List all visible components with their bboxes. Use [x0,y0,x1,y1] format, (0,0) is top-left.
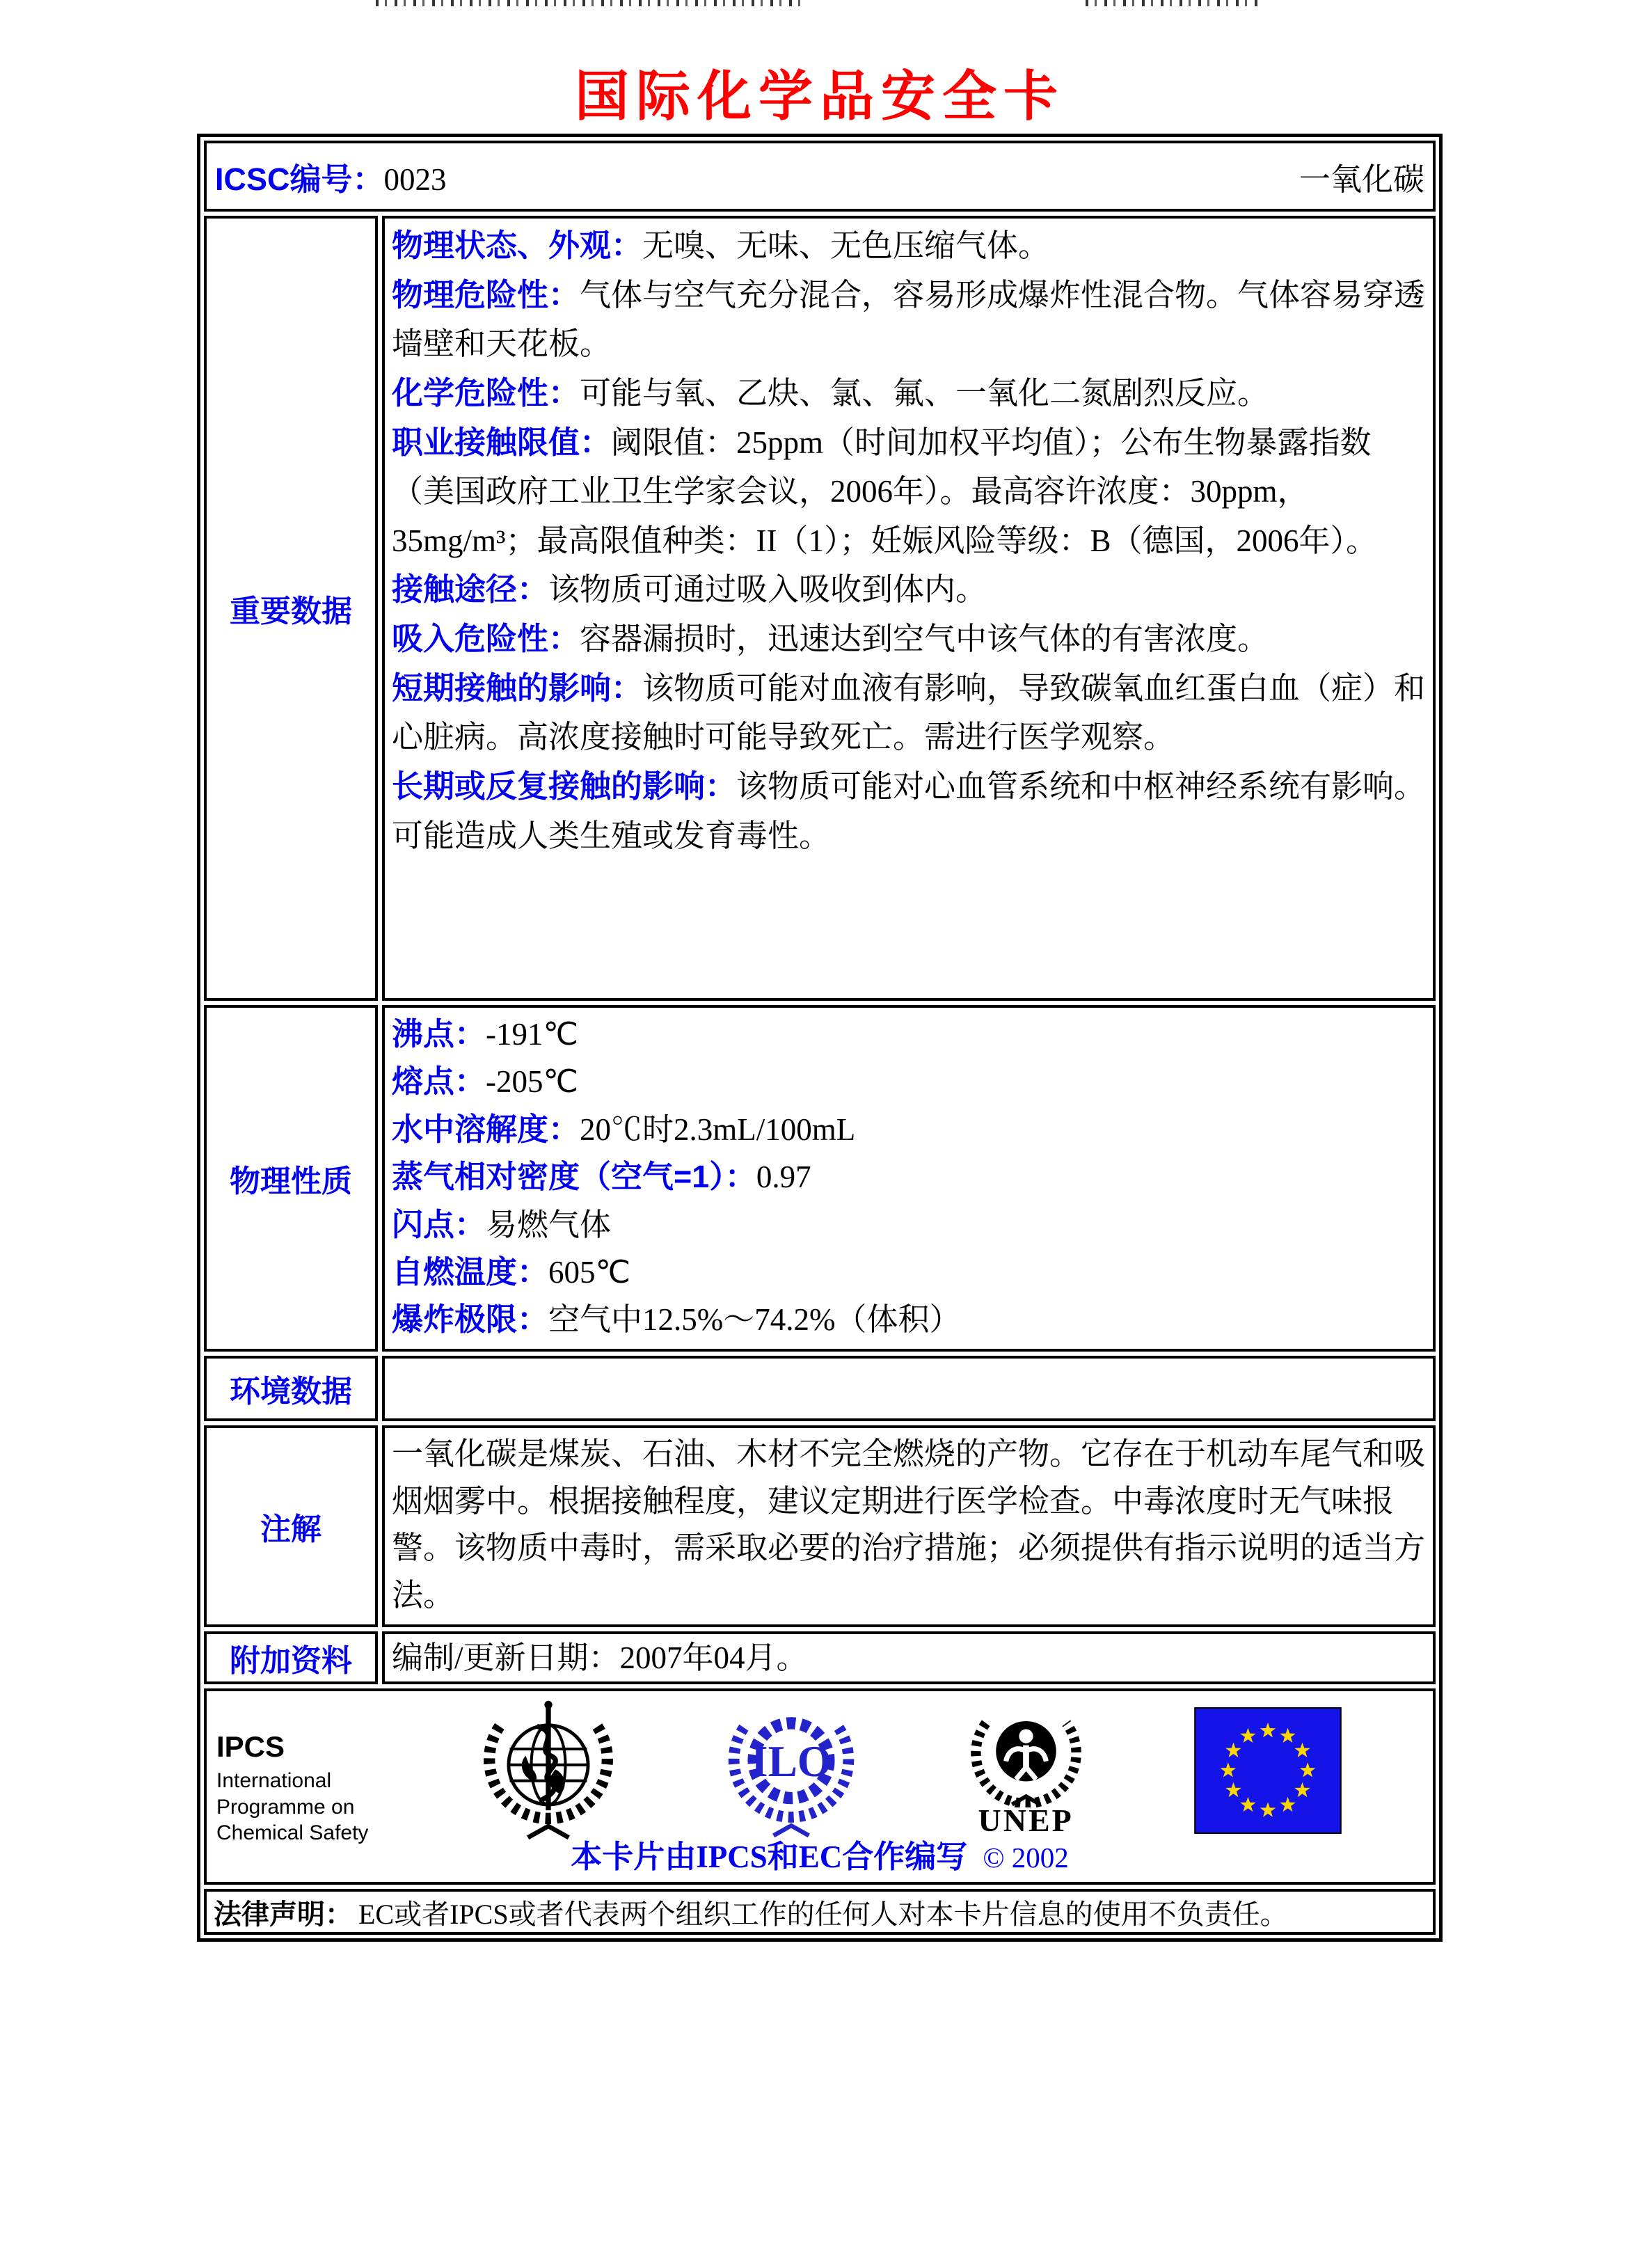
clipped-text-remnant-left [376,0,800,6]
physical-item-5 [392,1249,1426,1296]
item-text: -205℃ [486,1064,579,1100]
notes-content: 一氧化碳是煤炭、石油、木材不完全燃烧的产物。它存在于机动车尾气和吸烟烟雾中。根据接触程度，建议定期进行医学检查。中毒浓度时无气味报警。该物质中毒时，需采取必要的治疗措施；必须提供有指示说明的适当方法。 [382,1425,1436,1627]
environmental-data-content [382,1356,1436,1421]
important-item-3 [392,418,1426,566]
credit-line [207,1831,1433,1876]
item-text: 该物质可能对血液有影响，导致碳氧血红蛋白血（症）和心脏病。高浓度接触时可能导致死亡。需进行医学观察。 [392,670,1426,755]
chemical-name: 一氧化碳 [1298,161,1424,197]
ipcs-acronym: IPCS [216,1730,285,1763]
physical-item-2 [392,1106,1426,1153]
item-text: 空气中12.5%～74.2%（体积） [548,1302,961,1338]
logos-cell [204,1688,1436,1885]
important-item-7 [392,762,1426,860]
item-text: 容器漏损时，迅速达到空气中该气体的有害浓度。 [580,622,1269,657]
important-item-1 [392,271,1426,369]
unep-label: UNEP [978,1802,1074,1838]
safety-card-table [197,134,1443,1942]
ilo-logo-icon [725,1697,857,1844]
logo-strip [425,1697,1423,1844]
unep-logo-block [965,1703,1087,1839]
item-label: 物理状态、外观： [392,228,643,263]
item-label: 物理危险性： [392,276,580,312]
item-label: 水中溶解度： [392,1111,580,1147]
legal-row [204,1889,1436,1935]
important-data-section-label: 重要数据 [204,216,378,1001]
item-label: 长期或反复接触的影响： [392,768,737,805]
legal-label: 法律声明： [214,1899,353,1930]
item-label: 熔点： [392,1063,486,1100]
physical-item-3 [392,1153,1426,1201]
item-text: -191℃ [486,1017,579,1052]
additional-info-section-label: 附加资料 [204,1631,378,1684]
item-label: 闪点： [392,1206,486,1242]
item-text: 气体与空气充分混合，容易形成爆炸性混合物。气体容易穿透墙壁和天花板。 [392,277,1426,362]
icsc-number-value: 0023 [383,161,447,197]
icsc-number-cell [204,141,1436,212]
item-label: 化学危险性： [392,374,580,411]
item-text: 605℃ [548,1254,631,1290]
additional-info-row [204,1631,1436,1684]
item-text: 阈限值：25ppm（时间加权平均值）；公布生物暴露指数（美国政府工业卫生学家会议，2006年）。最高容许浓度：30ppm，35mg/m³；最高限值种类：II（1）；妊娠风险等级：B（德国，2006年）。 [392,425,1377,558]
ipcs-line-3: Chemical Safety [216,1821,369,1844]
physical-item-6 [392,1296,1426,1343]
who-logo-icon [479,1697,618,1844]
environmental-data-row [204,1356,1436,1421]
important-data-content [382,216,1436,1001]
icsc-number-group [215,154,447,199]
item-text: 可能与氧、乙炔、氯、氟、一氧化二氮剧烈反应。 [580,375,1269,411]
copyright-text: © 2002 [983,1842,1069,1874]
physical-properties-section-label: 物理性质 [204,1005,378,1352]
ilo-letters: ILO [751,1736,832,1786]
page-title: 国际化学品安全卡 [574,66,1065,127]
physical-properties-content [382,1005,1436,1352]
item-text: 易燃气体 [486,1207,612,1242]
important-item-2 [392,369,1426,418]
ipcs-text-block [216,1697,425,1846]
important-item-0 [392,221,1426,271]
important-data-row [204,216,1436,1001]
important-item-5 [392,615,1426,664]
eu-flag-icon [1194,1707,1342,1834]
icsc-number-label: ICSC编号： [215,161,384,197]
item-text: 20℃时2.3mL/100mL [580,1111,856,1147]
icsc-number-row [204,141,1436,212]
item-text: 无嗅、无味、无色压缩气体。 [642,228,1050,263]
item-label: 沸点： [392,1016,486,1052]
item-label: 自燃温度： [392,1253,549,1290]
ipcs-line-2: Programme on [216,1795,355,1819]
unep-logo-icon [965,1703,1087,1807]
logos-row [204,1688,1436,1885]
clipped-text-remnant-right [1086,0,1260,6]
legal-text: EC或者IPCS或者代表两个组织工作的任何人对本卡片信息的使用不负责任。 [358,1898,1288,1930]
environmental-data-section-label: 环境数据 [204,1356,378,1421]
physical-item-0 [392,1011,1426,1058]
legal-cell [204,1889,1436,1935]
ipcs-line-1: International [216,1769,332,1792]
item-label: 短期接触的影响： [392,670,643,706]
notes-row [204,1425,1436,1627]
item-label: 蒸气相对密度（空气=1）： [392,1159,756,1195]
item-text: 该物质可能对心血管系统和中枢神经系统有影响。可能造成人类生殖或发育毒性。 [392,769,1426,853]
important-item-6 [392,664,1426,762]
item-text: 0.97 [756,1159,811,1195]
item-label: 接触途径： [392,571,549,608]
important-item-4 [392,565,1426,615]
credit-text: 本卡片由IPCS和EC合作编写 [571,1839,968,1874]
item-label: 职业接触限值： [392,424,612,460]
physical-properties-row [204,1005,1436,1352]
item-text: 该物质可通过吸入吸收到体内。 [548,572,987,608]
item-label: 吸入危险性： [392,621,580,657]
physical-item-1 [392,1058,1426,1105]
physical-item-4 [392,1201,1426,1249]
item-label: 爆炸极限： [392,1301,549,1338]
additional-info-content: 编制/更新日期：2007年04月。 [382,1631,1436,1684]
notes-section-label: 注解 [204,1425,378,1627]
